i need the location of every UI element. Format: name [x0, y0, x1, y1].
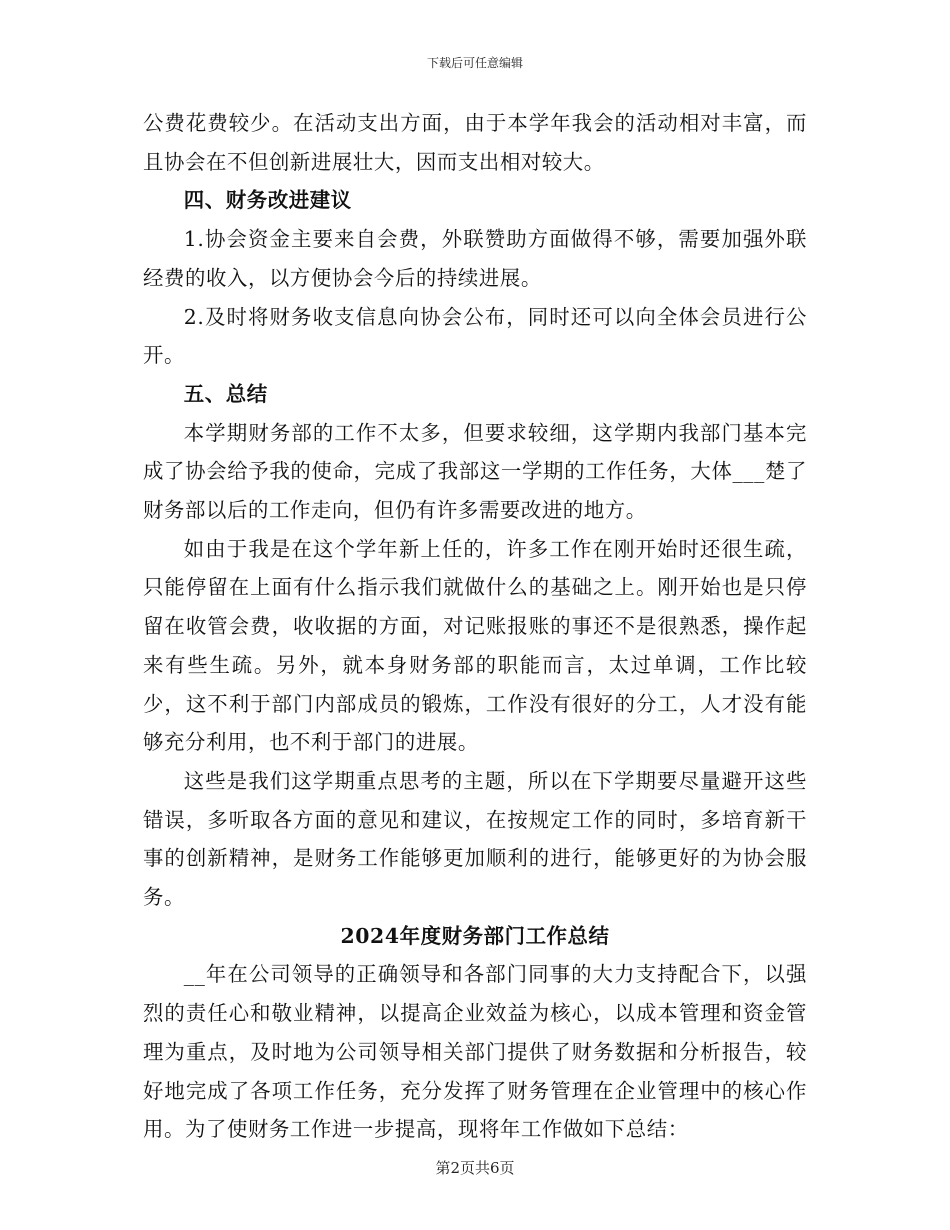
- paragraph-suggestion-2: 2.及时将财务收支信息向协会公布，同时还可以向全体会员进行公开。: [143, 304, 807, 368]
- paragraph-intro: __年在公司领导的正确领导和各部门同事的大力支持配合下，以强烈的责任心和敬业精神，以提高企业效益为核心，以成本管理和资金管理为重点，及时地为公司领导相关部门提供了财务数据和分析报告，较好地完成了各项工作任务，充分发挥了财务管理在企业管理中的核心作用。为了使财务工作进一步提高，现将年工作做如下总结：: [143, 962, 807, 1142]
- section-heading-improvement: 四、财务改进建议: [183, 188, 352, 213]
- document-body: [143, 104, 807, 1149]
- paragraph-summary-2: 如由于我是在这个学年新上任的，许多工作在刚开始时还很生疏，只能停留在上面有什么指示我们就做什么的基础之上。刚开始也是只停留在收管会费，收收据的方面，对记账报账的事还不是很熟悉，操作起来有些生疏。另外，就本身财务部的职能而言，太过单调，工作比较少，这不利于部门内部成员的锻炼，工作没有很好的分工，人才没有能够充分利用，也不利于部门的进展。: [143, 536, 807, 755]
- document-title: 2024年度财务部门工作总结: [340, 923, 610, 948]
- paragraph-summary-1: 本学期财务部的工作不太多，但要求较细，这学期内我部门基本完成了协会给予我的使命，完成了我部这一学期的工作任务，大体___楚了财务部以后的工作走向，但仍有许多需要改进的地方。: [143, 420, 807, 523]
- paragraph-summary-3: 这些是我们这学期重点思考的主题，所以在下学期要尽量避开这些错误，多听取各方面的意见和建议，在按规定工作的同时，多培育新干事的创新精神，是财务工作能够更加顺利的进行，能够更好的为协会服务。: [143, 768, 807, 910]
- page-header: 下载后可任意编辑: [426, 56, 523, 70]
- page-number: 第2页共6页: [435, 1159, 515, 1177]
- paragraph-suggestion-1: 1.协会资金主要来自会费，外联赞助方面做得不够，需要加强外联经费的收入，以方便协会今后的持续进展。: [143, 227, 807, 290]
- section-heading-summary: 五、总结: [183, 381, 268, 406]
- paragraph-expense-note: 公费花费较少。在活动支出方面，由于本学年我会的活动相对丰富，而且协会在不但创新进展壮大，因而支出相对较大。: [143, 111, 807, 174]
